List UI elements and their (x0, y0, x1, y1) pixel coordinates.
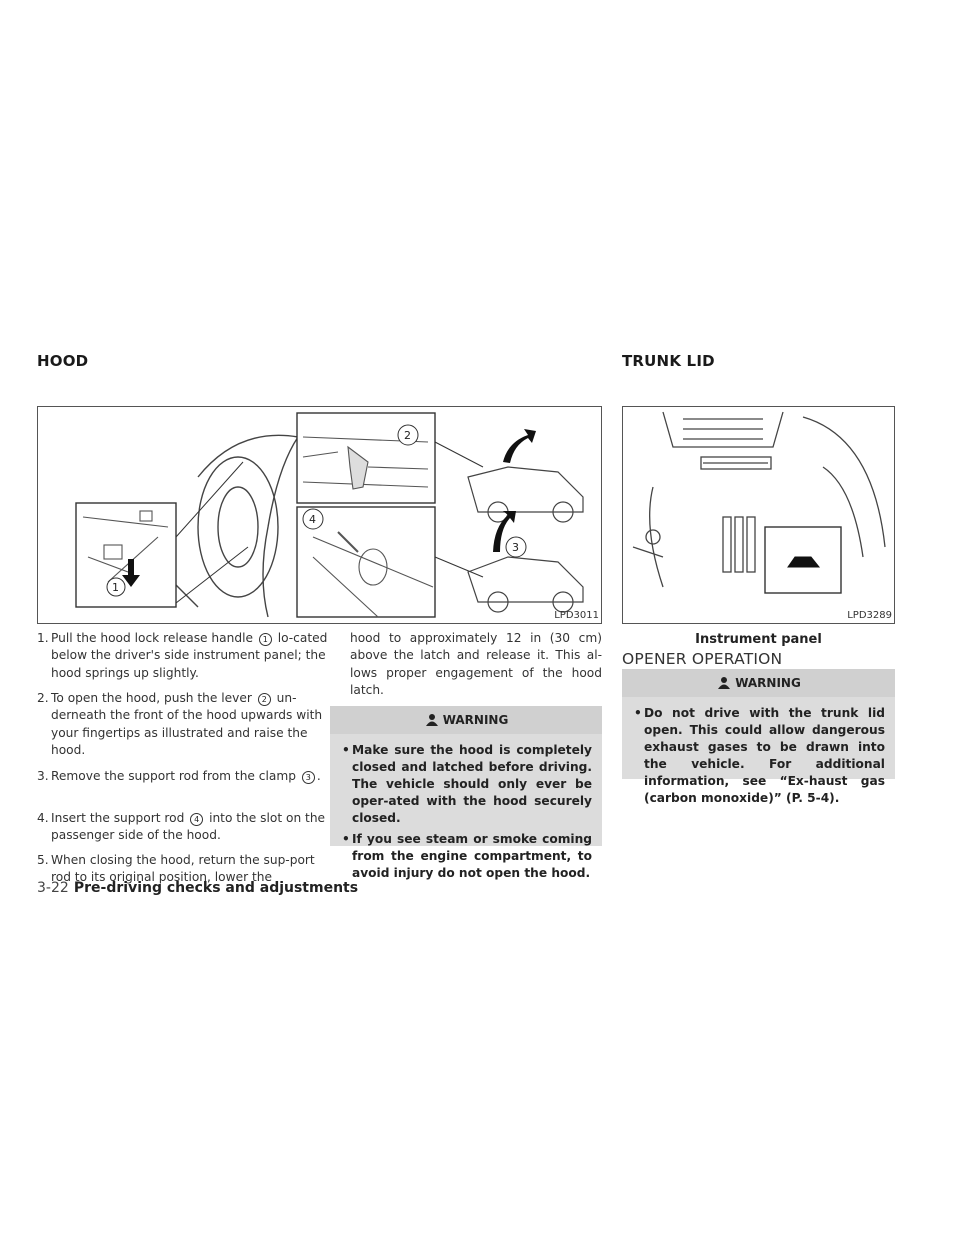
warning-person-icon (716, 676, 732, 690)
hood-figure-code: LPD3011 (554, 610, 599, 621)
callout-2: 2 (404, 429, 411, 442)
callout-4: 4 (309, 513, 316, 526)
trunk-warning-header: WARNING (622, 669, 895, 697)
callout-1: 1 (112, 581, 119, 594)
callout-3: 3 (512, 541, 519, 554)
hood-title: HOOD (37, 352, 89, 370)
footer-section-title: Pre-driving checks and adjustments (73, 880, 359, 896)
hood-warning-item: • Make sure the hood is completely closed and latched before driving. The vehicle should only ever be oper-ated with the hood securely closed. (342, 742, 592, 827)
opener-operation-heading: OPENER OPERATION (622, 650, 783, 668)
hood-step-5-continuation: hood to approximately 12 in (30 cm) above the latch and release it. This al-lows proper engagement of the hood latch. (350, 631, 602, 698)
trunk-figure-caption: Instrument panel (695, 632, 822, 647)
hood-warning-item: • If you see steam or smoke coming from the engine compartment, to avoid injury do not open the hood. (342, 831, 592, 882)
ref-circle-3: 3 (302, 771, 315, 784)
hood-figure (37, 406, 602, 624)
ref-circle-2: 2 (258, 693, 271, 706)
hood-steps (37, 630, 329, 885)
trunk-warning-box (622, 669, 895, 805)
warning-person-icon (424, 713, 440, 727)
hood-step-5: 5. When closing the hood, return the sup-port rod to its original position, lower the (37, 853, 315, 885)
page-footer (37, 877, 358, 896)
hood-step-3: 3. Remove the support rod from the clamp 3 . (37, 769, 321, 783)
instrument-panel-illustration (623, 407, 894, 623)
trunk-figure (622, 406, 895, 624)
hood-warning-box (330, 706, 602, 880)
hood-step-2: 2. To open the hood, push the lever 2 un-derneath the front of the hood upwards with your fingertips as illustrated and raise the hood. (37, 691, 323, 758)
page-number: 3-22 (37, 880, 69, 896)
hood-step-4: 4. Insert the support rod 4 into the slot on the passenger side of the hood. (37, 811, 326, 843)
ref-circle-1: 1 (259, 633, 272, 646)
trunk-warning-item: • Do not drive with the trunk lid open. This could allow dangerous exhaust gases to be drawn into the vehicle. For additional information, see “Ex-haust gas (carbon monoxide)” (P. 5-4). (634, 705, 885, 807)
hood-illustration (38, 407, 601, 623)
ref-circle-4: 4 (190, 813, 203, 826)
trunk-figure-code: LPD3289 (847, 610, 892, 621)
trunk-lid-title: TRUNK LID (622, 352, 715, 370)
hood-step-1: 1. Pull the hood lock release handle 1 lo-cated below the driver's side instrument panel; the hood springs up slightly. (37, 631, 328, 680)
hood-warning-header: WARNING (330, 706, 602, 734)
